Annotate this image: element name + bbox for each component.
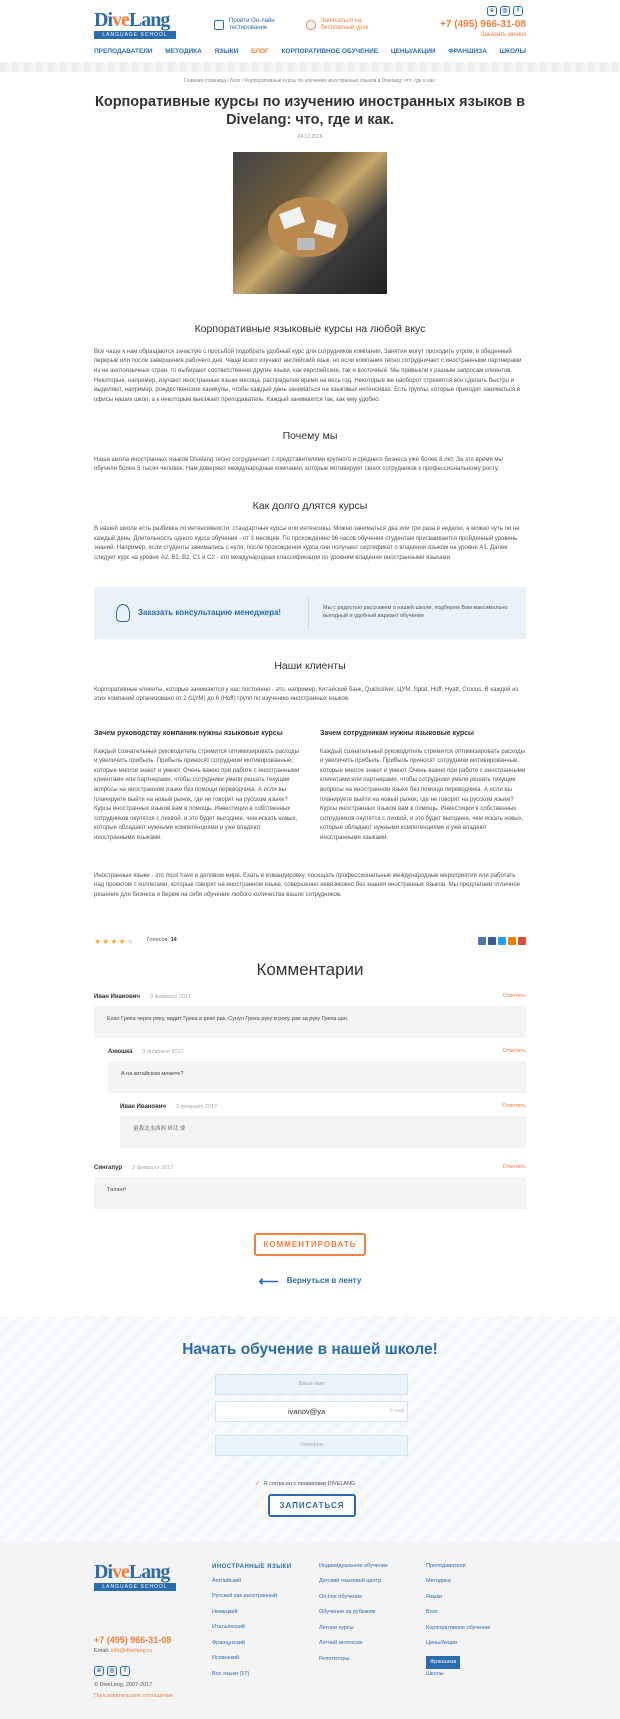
comment-body: Ехал Грека через реку, видит Грека в реке рак. Сунул Грека руку в реку, рак за руку Грека цап.	[94, 1006, 526, 1038]
back-label: Вернуться в ленту	[286, 1276, 362, 1286]
footer-link[interactable]: Школы	[426, 1670, 444, 1677]
footer-site-nav	[426, 1563, 490, 1687]
section-heading: Как долго длятся курсы	[252, 499, 368, 512]
name-field[interactable]: Ваше имя	[215, 1374, 408, 1395]
consult-button[interactable]	[94, 596, 309, 630]
instagram-icon[interactable]: ◎	[500, 6, 510, 16]
section-heading: Наши клиенты	[274, 660, 346, 673]
check-icon: ✓	[255, 1480, 260, 1487]
footer-link[interactable]: Методика	[426, 1578, 451, 1585]
main-nav	[94, 47, 526, 56]
nav-item-schools[interactable]: ШКОЛЫ	[499, 48, 526, 55]
footer-link[interactable]: Летний интенсив	[319, 1640, 363, 1647]
header-divider	[0, 62, 620, 72]
footer-link[interactable]: Русский как иностранный	[212, 1593, 278, 1600]
facebook-icon[interactable]: f	[513, 6, 523, 16]
consult-banner	[94, 587, 526, 639]
footer-link[interactable]: Испанский	[212, 1655, 240, 1662]
section-heading: Почему мы	[282, 430, 338, 443]
back-to-feed-link[interactable]	[94, 1272, 526, 1289]
reply-link[interactable]: Ответить	[502, 1103, 526, 1110]
email-label: E-mail	[389, 1407, 404, 1414]
email-link[interactable]: info@divelang.ru	[110, 1647, 153, 1654]
comment-body: А на китайском можете?	[108, 1061, 526, 1093]
paragraph: Иностранные языки - это must have в деловом мире. Ехать в командировку, посещать профессиональные международные мероприятия или работать над проектом с коллегами, которые говорят на иностранном языке, совершенно невозможно без знания иностранных языков. Мы предлагаем отличное решение для бизнеса и берем на себя обучение любого количества ваших сотрудников.	[94, 872, 520, 898]
vk-icon[interactable]: в	[487, 6, 497, 16]
logo-subtitle: LANGUAGE SCHOOL	[94, 1583, 176, 1591]
footer-link[interactable]: Цены/Акции	[426, 1640, 458, 1647]
nav-item-method[interactable]: МЕТОДИКА	[165, 48, 202, 55]
logo-subtitle: LANGUAGE SCHOOL	[94, 31, 176, 39]
photo-laptop	[297, 238, 315, 250]
footer-link[interactable]: Детский языковой центр	[319, 1578, 382, 1585]
footer-phone[interactable]: +7 (495) 966-31-08	[94, 1634, 172, 1645]
comment	[94, 993, 526, 1038]
agree-checkbox[interactable]	[255, 1481, 355, 1489]
phone-field[interactable]: Телефон	[215, 1435, 408, 1456]
footer-logo[interactable]	[94, 1562, 176, 1591]
footer-link[interactable]: Итальянский	[212, 1624, 245, 1631]
comment-author: Анюшка	[108, 1049, 133, 1056]
page-title: Корпоративные курсы по изучению иностранных языков в Divelang: что, где и как.	[94, 94, 525, 129]
paragraph: Все чаще к нам обращаются зачастую с просьбой подобрать удобный курс для сотрудников компании. Занятия могут проходить утром, в обеденный перерыв или после завершения рабочего дня. Чаще всего изучают английский язык, но если компания тесно сотрудничает с иностранными партнерами из не англоязычных стран, то выбирают соответственно другие языки, как европейские, так и восточные. Мы привыкли к разным запросам клиентов. Некоторые, например, изучают иностранные языки месяца, распределяя время на весь год. Некоторые же наоборот стремятся все сделать быстро и выделяют, например, рождественские каникулы, чтобы каждый день заниматься на языковых интенсивах. Есть группы, которые приходят заниматься в офисы наших школ, а к некоторым выезжает преподаватель. Каждый занимается так, как ему удобно.	[94, 348, 522, 403]
comments-title: Комментарии	[256, 960, 364, 980]
submit-button[interactable]: ЗАПИСАТЬСЯ	[268, 1494, 356, 1517]
footer-link[interactable]: Репетиторы	[319, 1655, 350, 1662]
nav-item-blog[interactable]: БЛОГ	[250, 48, 269, 55]
footer-link[interactable]: Индивидуальное обучение	[319, 1562, 388, 1569]
nav-item-corporate[interactable]: КОРПОРАТИВНОЕ ОБУЧЕНИЕ	[281, 48, 379, 55]
comment-date: 3 февраля 2017	[175, 1103, 218, 1110]
column-employees	[320, 729, 526, 844]
footer-link[interactable]: Все языки (17)	[212, 1670, 250, 1677]
column-text: Каждый сознательный руководитель стремится оптимизировать расходы и увеличить прибыль. Прибыль приносят сотрудники мотивированные, которые многое знают и умеют. Очень важно при работе с иностранными клиентами или партнерами, чтобы сотрудники умели решать текущие вопросы на иностранном языке без помощи переводчика. А если вы планируете выйти на новый рынок, где не говорят на русском языке? Курсы иностранных языков вам в помощь. Инвестиции в собственных сотрудников окупятся с лихвой, и это будет выгоднее, чем искать новых, которые обладают нужными компетенциями и уже владеют иностранными языками.	[320, 748, 526, 842]
header-phone[interactable]: +7 (495) 966-31-08	[440, 19, 526, 30]
callback-link[interactable]: Заказать звонок	[481, 32, 526, 38]
comment	[120, 1103, 526, 1148]
comment-date: 3 февраля 2017	[132, 1164, 174, 1171]
free-lesson-button[interactable]	[306, 18, 385, 32]
agree-label: Я согласен с правилами DIVELANG	[263, 1480, 356, 1487]
comment	[108, 1048, 526, 1093]
footer-social	[94, 1666, 130, 1676]
nav-item-teachers[interactable]: ПРЕПОДАВАТЕЛИ	[94, 48, 153, 55]
comment-body: 量我北水西西 碎汰 要	[120, 1116, 526, 1148]
arrow-left-icon: ⟵	[258, 1272, 279, 1289]
footer-languages	[212, 1563, 292, 1687]
footer-link[interactable]: Преподаватели	[426, 1562, 466, 1569]
column-text: Каждый сознательный руководитель стремится оптимизировать расходы и увеличить прибыль. Прибыль приносят сотрудники мотивированные, которые многое знают и умеют. Очень важно при работе с иностранными клиентами или партнерами, чтобы сотрудники умели решать текущие вопросы на иностранном языке без помощи переводчика. А если вы планируете выйти на новый рынок, где не говорят на русском языке? Курсы иностранных языков вам в помощь. Инвестиции в собственных сотрудников окупятся с лихвой, и это будет выгоднее, чем искать новых, которые обладают нужными компетенциями и уже владеют иностранными языками.	[94, 748, 300, 842]
comment-author: Сингапур	[94, 1165, 123, 1172]
reply-link[interactable]: Ответить	[502, 1048, 526, 1055]
nav-item-prices[interactable]: ЦЕНЫ/АКЦИИ	[390, 48, 436, 55]
paragraph: Наша школа иностранных языков Divelang тесно сотрудничает с представителями крупного и среднего бизнеса уже более 8 лет. За это время мы обучили более 5 тысяч человек. Нам доверяют международные компании, которые мотивируют своих сотрудников к профессиональному росту.	[94, 456, 503, 473]
logo-text: DiveLang	[94, 1560, 170, 1583]
column-heading: Зачем сотрудникам нужны языковые курсы	[320, 729, 475, 737]
footer-link-selected[interactable]: Франшиза	[426, 1656, 460, 1669]
footer-link[interactable]: On-line обучение	[319, 1593, 363, 1600]
comment-author: Иван Иванович	[120, 1104, 166, 1111]
consult-text: Мы с радостью расскажем о нашей школе, подберем Вам максимально выгодный и удобный вариант обучения	[323, 605, 508, 620]
share-buttons	[478, 937, 526, 945]
twitter-share-icon[interactable]	[498, 937, 506, 945]
email-value: ivanov@ya	[288, 1406, 326, 1416]
paragraph: В нашей школе есть разбивка по интенсивности: стандартные курсы или интенсивы. Можно заниматься два или три раза в неделю, а можно чуть ли не каждый день. Длительность одного курса обучения - от 3 месяцев. По прохождению 96 часов обучения студентам присваивается пройденный уровень знаний. Например, если студенты занимались с нуля, после прохождения курса они получают сертификат о владении языком на уровне А1. Далее следует курс на уровне А2, В1, В2, С1 и С2 - это международная классификация по уровням владения иностранными языками.	[94, 525, 520, 561]
comment-author: Иван Иванович	[94, 994, 140, 1001]
article-date: 24.12.2016	[297, 134, 323, 141]
signup-title: Начать обучение в нашей школе!	[182, 1340, 438, 1358]
footer-link[interactable]: Блог	[426, 1609, 438, 1616]
reply-link[interactable]: Ответить	[502, 1164, 526, 1171]
article-photo	[233, 152, 387, 294]
footer-col-title: ИНОСТРАННЫЕ ЯЗЫКИ	[212, 1563, 292, 1570]
checkbox-icon	[214, 20, 224, 30]
terms-link[interactable]: Пользовательское соглашение	[94, 1692, 174, 1699]
rating-bar	[94, 936, 526, 946]
manager-icon	[116, 604, 130, 622]
footer-email: Email: info@divelang.ru	[94, 1647, 153, 1654]
footer-link[interactable]: Английский	[212, 1577, 242, 1584]
breadcrumb[interactable]: Главная страница / Блог / Корпоративные курсы по изучению иностранных языков в Divelang: что, где и как.	[184, 78, 436, 84]
comment-body: Талант!	[94, 1177, 526, 1209]
footer-link[interactable]: Немецкий	[212, 1608, 238, 1615]
footer-link[interactable]: Обучение за рубежом	[319, 1609, 376, 1616]
comment-date: 3 февраля 2017	[149, 993, 192, 1000]
section-heading: Корпоративные языковые курсы на любой вкус	[194, 322, 426, 335]
comment-button[interactable]: КОММЕНТИРОВАТЬ	[254, 1233, 366, 1256]
vk-icon[interactable]: в	[94, 1666, 104, 1676]
footer-programs	[319, 1563, 388, 1672]
footer-link[interactable]: Языки	[426, 1593, 442, 1600]
comment-date: 3 февраля 2017	[142, 1048, 184, 1055]
facebook-icon[interactable]: f	[120, 1666, 130, 1676]
footer-link[interactable]: Корпоративное обучение	[426, 1624, 491, 1631]
copyright: © DiveLang, 2007-2017	[94, 1681, 153, 1688]
site-footer	[0, 1542, 620, 1719]
rating-stars[interactable]: ★★★★★	[94, 936, 135, 946]
googleplus-share-icon[interactable]	[518, 937, 526, 945]
logo[interactable]	[94, 10, 176, 39]
instagram-icon[interactable]: ◎	[107, 1666, 117, 1676]
footer-link[interactable]: Французский	[212, 1639, 245, 1646]
consult-button-label: Заказать консультацию менеджера!	[138, 608, 282, 618]
vk-share-icon[interactable]	[478, 937, 486, 945]
column-heading: Зачем руководству компании нужны языковые курсы	[94, 729, 283, 737]
nav-item-franchise[interactable]: ФРАНШИЗА	[448, 48, 487, 55]
clock-icon	[306, 20, 316, 30]
email-field[interactable]	[215, 1401, 408, 1422]
reply-link[interactable]: Ответить	[502, 993, 526, 1000]
signup-section	[0, 1316, 620, 1542]
two-columns	[94, 729, 526, 844]
article	[94, 78, 526, 1287]
votes-count: Голосов: 14	[146, 937, 177, 944]
nav-item-languages[interactable]: ЯЗЫКИ	[214, 48, 239, 55]
header-social	[487, 6, 523, 16]
online-test-label: Пройти Он-лайн тестирование	[229, 18, 275, 31]
odnoklassniki-share-icon[interactable]	[508, 937, 516, 945]
footer-link[interactable]: Летние курсы	[319, 1624, 354, 1631]
online-test-button[interactable]	[214, 18, 291, 32]
comment	[94, 1164, 526, 1209]
free-lesson-label: Записаться на бесплатный урок	[321, 18, 369, 31]
site-header	[0, 0, 620, 62]
facebook-share-icon[interactable]	[488, 937, 496, 945]
logo-text: DiveLang	[94, 9, 170, 31]
column-management	[94, 729, 300, 844]
paragraph: Корпоративные клиенты, которые занимаются у нас постоянно - это, например, Китайский банк, Quicksilver, ЦУМ, Splat, Hoff, Hyatt, Crocus. В каждой из этих компаний организовано от 2 (ЦУМ) до 6 (Hoff) групп по изучению иностранных языков.	[94, 686, 519, 703]
